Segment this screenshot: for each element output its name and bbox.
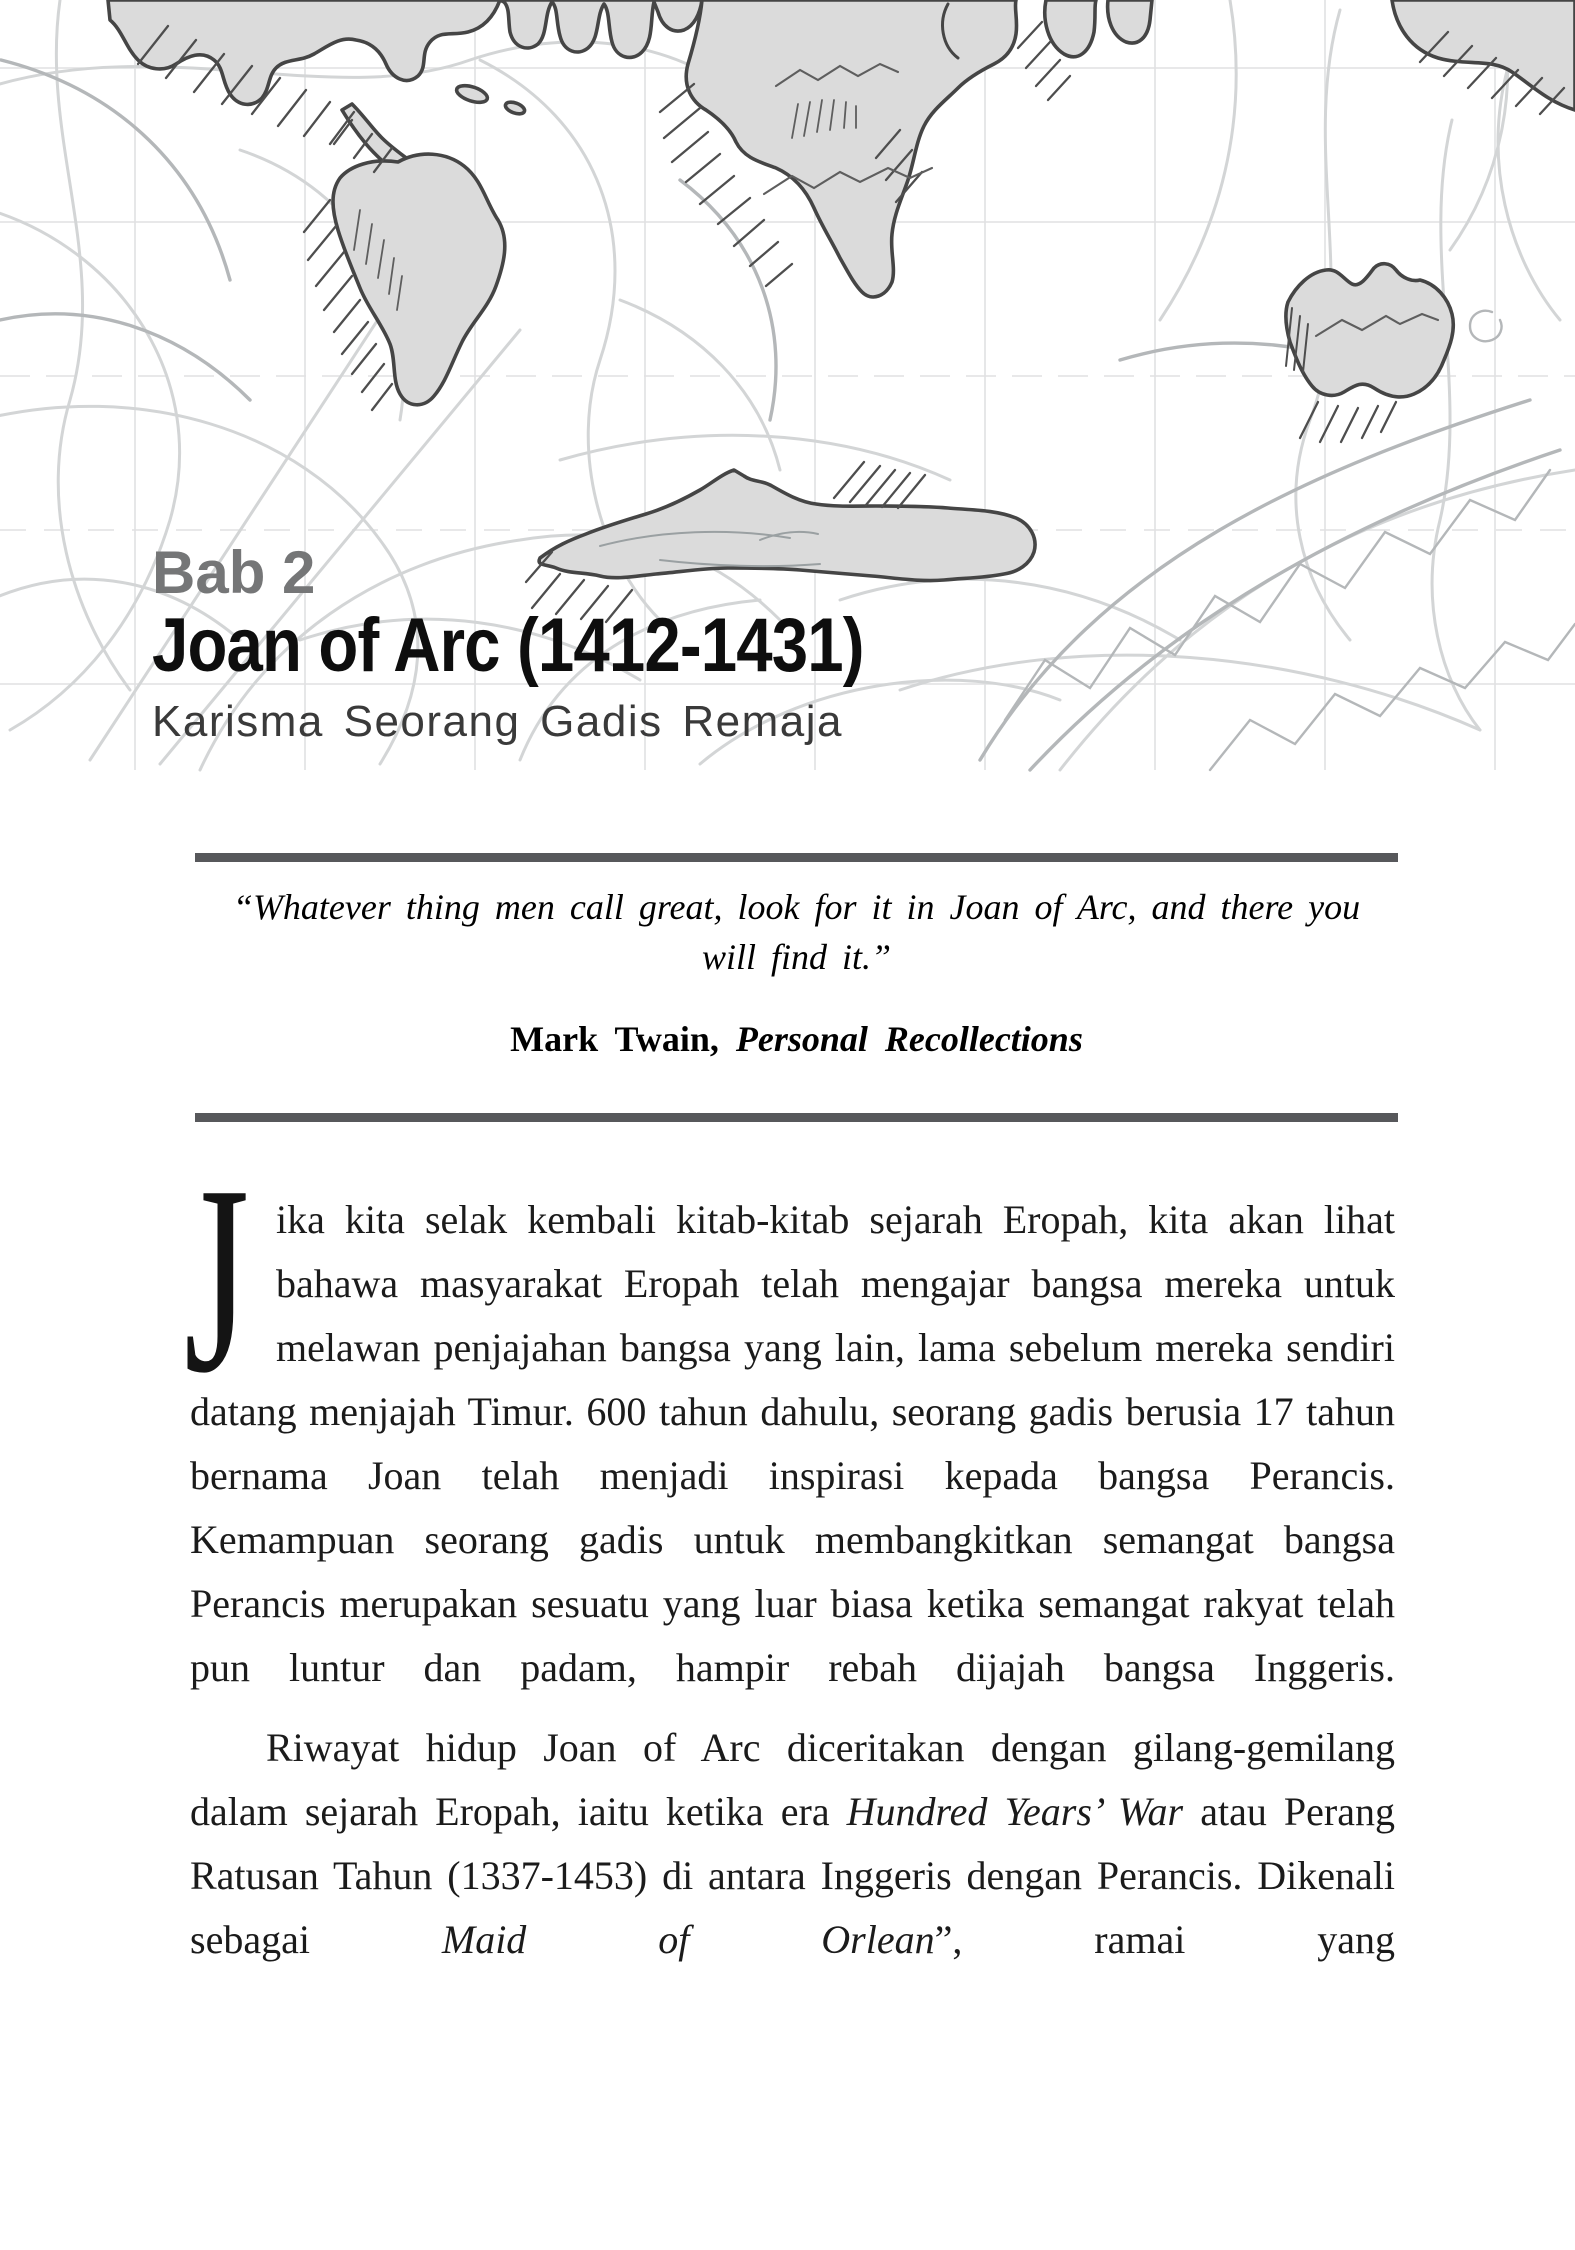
chapter-title: Joan of Arc (1412-1431) (152, 603, 864, 688)
body-text (190, 1188, 1395, 1972)
continents (108, 0, 1575, 581)
paragraph-2-italic-2: Maid of Orlean (441, 1917, 935, 1962)
paragraph-1 (190, 1188, 1395, 1700)
epigraph-quote-line-2: will find it.” (701, 937, 892, 977)
caribbean-island (504, 100, 526, 116)
epigraph-rule-bottom (195, 1113, 1398, 1122)
paragraph-2-part-3: ”, ramai yang (934, 1917, 1395, 1962)
continent-africa (686, 0, 1016, 297)
eurasia-coast-drips (500, 0, 702, 57)
drop-cap: J (184, 1130, 250, 1429)
chapter-number: Bab 2 (152, 539, 316, 606)
paragraph-2 (190, 1716, 1395, 1972)
indochina-drip (1108, 0, 1152, 43)
spiral-doodle (1470, 311, 1502, 341)
epigraph-quote (195, 882, 1398, 982)
india-drip (1045, 0, 1096, 57)
epigraph-rule-top (195, 853, 1398, 862)
paragraph-1-text: ika kita selak kembali kitab-kitab sejarah Eropah, kita akan lihat bahawa masyarakat Eropah telah mengajar bangsa mereka untuk melawan penjajahan bangsa yang lain, lama sebelum mereka sendiri datang menjajah Timur. 600 tahun dahulu, seorang gadis berusia 17 tahun bernama Joan telah menjadi inspirasi kepada bangsa Perancis. Kemampuan seorang gadis untuk membangkitkan semangat bangsa Perancis merupakan sesuatu yang luar biasa ketika semangat rakyat telah pun luntur dan padam, hampir rebah dijajah bangsa Inggeris. (190, 1197, 1395, 1690)
paragraph-2-part-2: atau Perang Ratusan Tahun (1337-1453) di antara Inggeris dengan Perancis. Dikenali sebagai (190, 1789, 1395, 1962)
continent-north-america (108, 0, 500, 104)
island-landmass (539, 470, 1035, 581)
chapter-subtitle: Karisma Seorang Gadis Remaja (152, 697, 843, 746)
paragraph-2-italic-1: Hundred Years’ War (846, 1789, 1184, 1834)
attribution-work-title: Personal Recollections (735, 1019, 1083, 1059)
epigraph-quote-line-1: “Whatever thing men call great, look for it in Joan of Arc, and there you (232, 887, 1361, 927)
hatch-island-notch (834, 462, 925, 508)
epigraph-attribution (195, 1017, 1398, 1061)
hatch-australia-south (1300, 402, 1396, 442)
attribution-author: Mark Twain, (510, 1019, 736, 1059)
caribbean-island (455, 82, 490, 105)
continent-australia (1286, 264, 1453, 397)
asia-corner-mass (1392, 0, 1575, 110)
paragraph-2-part-1: Riwayat hidup Joan of Arc diceritakan dengan gilang-gemilang dalam sejarah Eropah, iaitu ketika era (190, 1725, 1395, 1834)
